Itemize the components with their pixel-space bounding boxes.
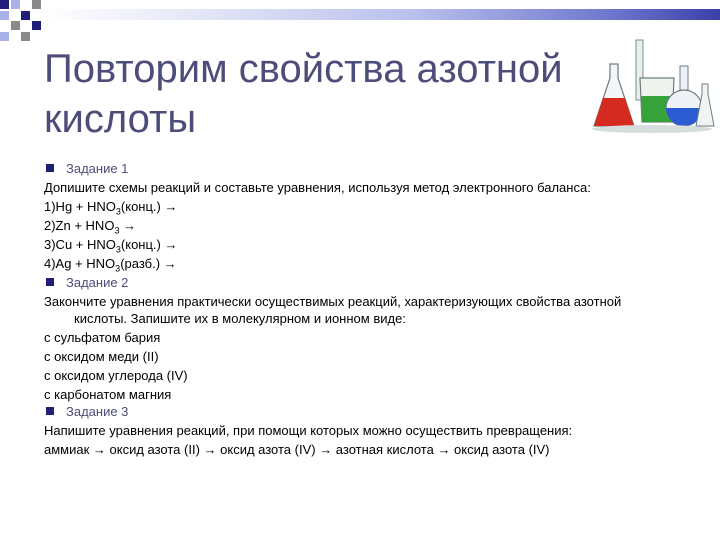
task3-intro: Напишите уравнения реакций, при помощи которых можно осуществить превращения: [44, 423, 573, 438]
task1-item-3: $3)Cu + HNO_3(конц.)$ → [44, 237, 178, 255]
task2-intro-2: кислоты. Запишите их в молекулярном и ионном виде: [74, 311, 406, 326]
task1-heading: Задание 1 [66, 161, 129, 176]
task2-heading: Задание 2 [66, 275, 129, 290]
title-line-1: Повторим свойства азотной [44, 47, 563, 91]
task2-item-4: с карбонатом магния [44, 387, 172, 402]
task2-heading-row [44, 274, 684, 291]
bullet-square-icon [46, 278, 54, 286]
task1-intro: Допишите схемы реакций и составьте уравнения, используя метод электронного баланса: [44, 180, 591, 195]
task3-heading-row [44, 403, 684, 420]
task3-chain: аммиак → оксид азота (II) → оксид азота (IV) → азотная кислота → оксид азота (IV) [44, 442, 550, 457]
slide-title [44, 44, 584, 144]
task1-item-4: $4)Ag + HNO_3(разб.)$ → [44, 256, 177, 274]
title-line-2: кислоты [44, 97, 197, 141]
task2-intro-1: Закончите уравнения практически осуществимых реакций, характеризующих свойства азотной [44, 294, 622, 309]
task2-item-1: с сульфатом бария [44, 330, 161, 345]
task2-item-3: с оксидом углерода (IV) [44, 368, 188, 383]
slide-content [44, 160, 684, 458]
header-gradient-bar [41, 9, 720, 20]
task1-item-1: $1)Hg + HNO_3(конц.)$ → [44, 199, 178, 217]
task3-heading: Задание 3 [66, 404, 129, 419]
task2-item-2: с оксидом меди (II) [44, 349, 159, 364]
lab-flasks-icon [588, 34, 716, 136]
bullet-square-icon [46, 164, 54, 172]
bullet-square-icon [46, 407, 54, 415]
task1-heading-row [44, 160, 684, 177]
task1-item-2: $2)Zn + HNO_3$ → [44, 218, 137, 236]
